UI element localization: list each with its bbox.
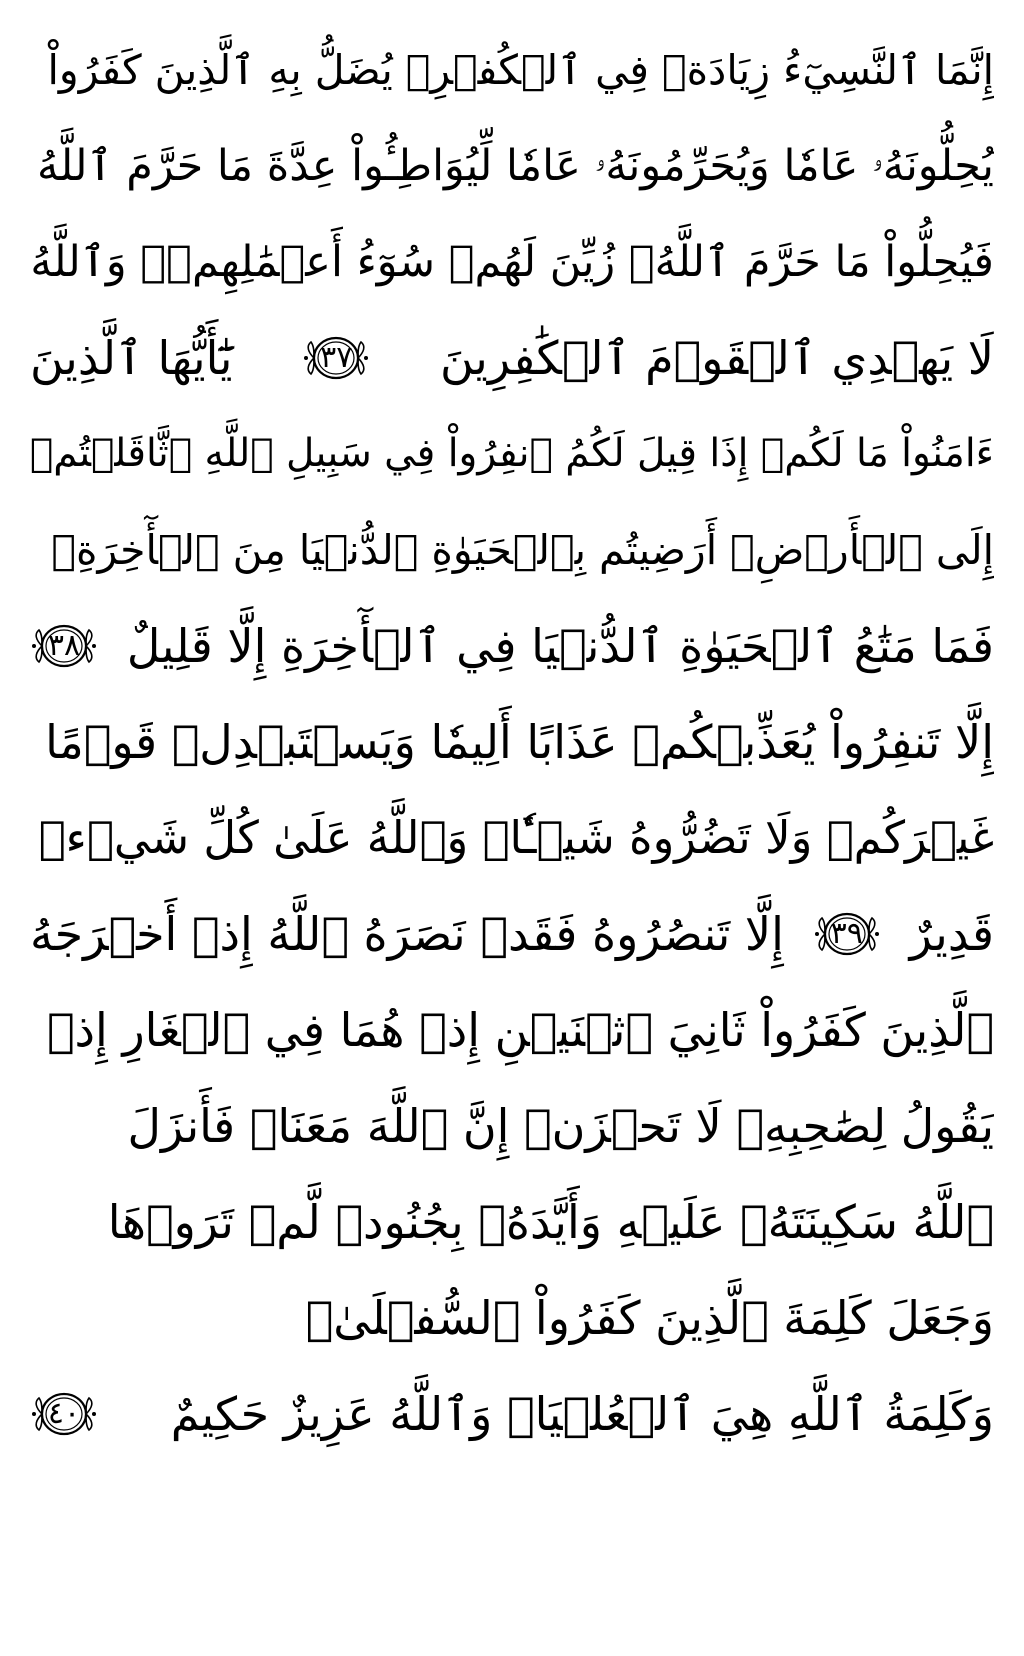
verse-line — [30, 790, 994, 886]
verse-text: إِنَّمَا ٱلنَّسِيٓءُ زِيَادَةٞ فِي ٱلۡكُفۡرِۖ يُضَلُّ بِهِ ٱلَّذِينَ كَفَرُواْ — [47, 46, 994, 94]
verse-line — [30, 1366, 994, 1462]
verse-line — [30, 886, 994, 982]
verse-line — [30, 982, 994, 1078]
verse-text: إِلَى ٱلۡأَرۡضِۚ أَرَضِيتُم بِٱلۡحَيَوٰةِ ٱلدُّنۡيَا مِنَ ٱلۡأٓخِرَةِۚ — [51, 526, 994, 574]
verse-line — [30, 1078, 994, 1174]
verse-text: وَكَلِمَةُ ٱللَّهِ هِيَ ٱلۡعُلۡيَاۗ وَٱللَّهُ عَزِيزٌ حَكِيمٌ — [170, 1387, 994, 1441]
verse-line — [30, 1270, 994, 1366]
verse-text: ٱللَّهُ سَكِينَتَهُۥ عَلَيۡهِ وَأَيَّدَهُۥ بِجُنُودٖ لَّمۡ تَرَوۡهَا — [107, 1195, 994, 1249]
ayah-end-marker — [30, 1386, 98, 1442]
ayah-number: ٣٨ — [47, 628, 81, 663]
verse-line — [30, 310, 994, 406]
verse-text: إِلَّا تَنفِرُواْ يُعَذِّبۡكُمۡ عَذَابًا أَلِيمٗا وَيَسۡتَبۡدِلۡ قَوۡمًا — [45, 715, 994, 769]
ayah-end-marker — [813, 906, 881, 962]
verse-line — [30, 598, 994, 694]
ayah-end-marker — [30, 618, 98, 674]
verse-line — [30, 502, 994, 598]
verse-line — [30, 118, 994, 214]
verse-text: وَجَعَلَ كَلِمَةَ ٱلَّذِينَ كَفَرُواْ ٱلسُّفۡلَىٰۗ — [305, 1291, 994, 1345]
verse-text: يُحِلُّونَهُۥ عَامٗا وَيُحَرِّمُونَهُۥ عَامٗا لِّيُوَاطِـُٔواْ عِدَّةَ مَا حَرَّمَ ٱللَّهُ — [37, 141, 994, 191]
verse-text: ءَامَنُواْ مَا لَكُمۡ إِذَا قِيلَ لَكُمُ ٱنفِرُواْ فِي سَبِيلِ ٱللَّهِ ٱثَّاقَلۡتُمۡ — [30, 431, 994, 476]
verse-line — [30, 406, 994, 502]
verse-line — [30, 22, 994, 118]
ayah-number: ٣٩ — [830, 916, 863, 951]
verse-text: فَيُحِلُّواْ مَا حَرَّمَ ٱللَّهُۚ زُيِّنَ لَهُمۡ سُوٓءُ أَعۡمَٰلِهِمۡۗ وَٱللَّهُ — [30, 237, 994, 287]
verse-text: غَيۡرَكُمۡ وَلَا تَضُرُّوهُ شَيۡـٔٗاۗ وَٱللَّهُ عَلَىٰ كُلِّ شَيۡءٖ — [38, 811, 994, 864]
verse-text: يَٰٓأَيُّهَا ٱلَّذِينَ — [30, 331, 233, 385]
verse-text: يَقُولُ لِصَٰحِبِهِۦ لَا تَحۡزَنۡ إِنَّ ٱللَّهَ مَعَنَاۖ فَأَنزَلَ — [127, 1099, 994, 1153]
ayah-end-marker — [302, 330, 370, 386]
verse-text: لَا يَهۡدِي ٱلۡقَوۡمَ ٱلۡكَٰفِرِينَ — [440, 331, 994, 385]
verse-text: ٱلَّذِينَ كَفَرُواْ ثَانِيَ ٱثۡنَيۡنِ إِذۡ هُمَا فِي ٱلۡغَارِ إِذۡ — [46, 1003, 994, 1057]
ayah-number: ٤٠ — [47, 1396, 81, 1431]
ayah-number: ٣٧ — [320, 340, 353, 375]
verse-text: إِلَّا تَنصُرُوهُ فَقَدۡ نَصَرَهُ ٱللَّهُ إِذۡ أَخۡرَجَهُ — [30, 907, 784, 961]
verse-line — [30, 1174, 994, 1270]
text-block — [30, 22, 994, 1462]
verse-line — [30, 694, 994, 790]
verse-line — [30, 214, 994, 310]
verse-text: فَمَا مَتَٰعُ ٱلۡحَيَوٰةِ ٱلدُّنۡيَا فِي ٱلۡأٓخِرَةِ إِلَّا قَلِيلٌ — [126, 619, 994, 673]
verse-text: قَدِيرٌ — [909, 907, 994, 961]
